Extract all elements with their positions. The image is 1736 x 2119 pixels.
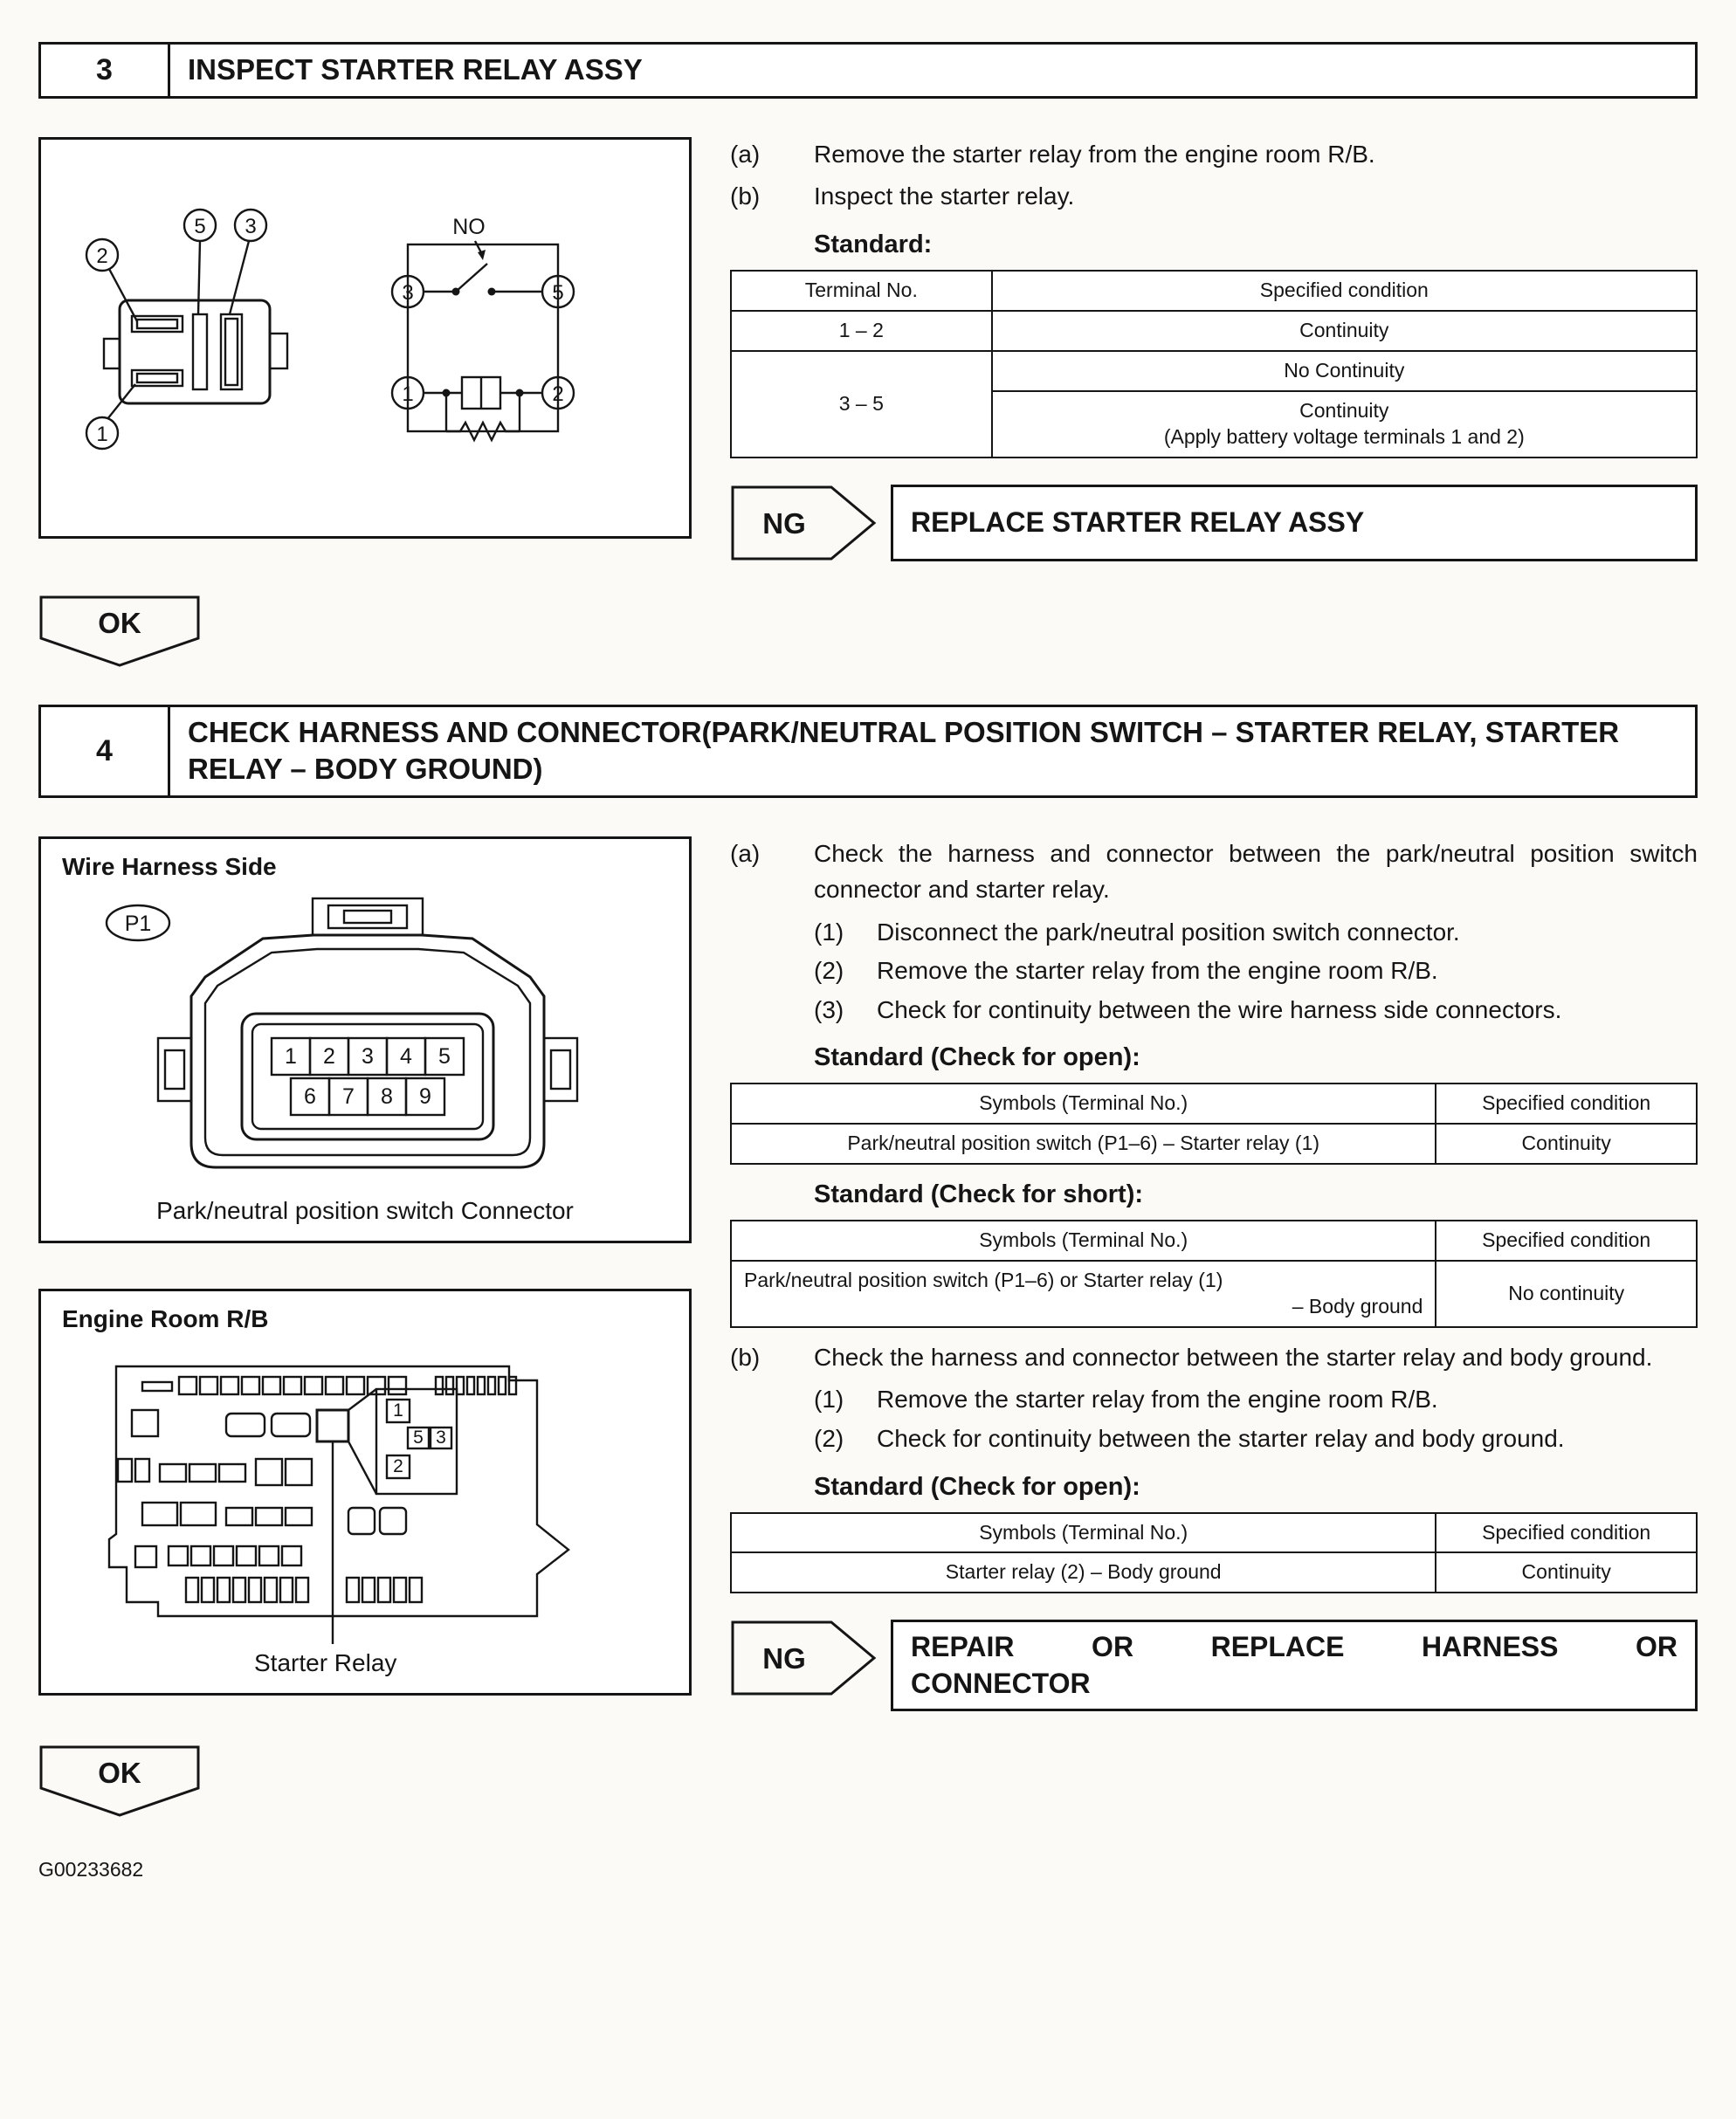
- starter-relay-diagram: [38, 137, 692, 539]
- step4-ok-marker: [38, 1744, 201, 1818]
- item-marker: (3): [814, 995, 844, 1023]
- pin-8: 8: [381, 1084, 393, 1110]
- pin-4: 4: [400, 1044, 412, 1070]
- condition-note: (Apply battery voltage terminals 1 and 2): [1163, 424, 1525, 448]
- condition-cell: No continuity: [1436, 1261, 1697, 1327]
- step3-ng-action: [891, 485, 1698, 561]
- figure-id: G00233682: [38, 1858, 144, 1882]
- relay-callout-3: 3: [245, 214, 257, 238]
- ng-flag: [730, 485, 878, 561]
- condition-cell: Continuity: [1436, 1124, 1697, 1164]
- ok-label: OK: [98, 1757, 141, 1790]
- inset-pin-3: 3: [436, 1428, 446, 1448]
- step4-item-a2: [814, 953, 1698, 989]
- item-text: Disconnect the park/neutral position switch connector.: [877, 918, 1460, 946]
- item-text: Remove the starter relay from the engine room R/B.: [814, 140, 1375, 168]
- condition-cell: Continuity: [992, 311, 1697, 351]
- wire-harness-title: Wire Harness Side: [62, 853, 277, 881]
- standard-short-heading: Standard (Check for short):: [814, 1180, 1144, 1209]
- item-marker: (a): [730, 140, 761, 168]
- check-open-table-a: [730, 1083, 1698, 1165]
- item-text: Remove the starter relay from the engine room R/B.: [877, 1386, 1438, 1414]
- step4-ng-action: [891, 1620, 1698, 1711]
- ng-action-text: REPLACE STARTER RELAY ASSY: [911, 506, 1365, 538]
- step4-body: [38, 836, 1698, 1711]
- table-row: [731, 1124, 1697, 1164]
- ok-flag: [38, 1744, 201, 1818]
- step4-header: [38, 705, 1698, 799]
- pin-7: 7: [342, 1084, 355, 1110]
- ng-flag: [730, 1620, 878, 1696]
- condition-line: Continuity: [1299, 398, 1389, 422]
- step3-number: 3: [41, 45, 170, 96]
- relay-box-drawing: [55, 1337, 675, 1648]
- step4-ng-row: [730, 1620, 1698, 1711]
- pin-9: 9: [419, 1084, 431, 1110]
- pin-5: 5: [438, 1044, 451, 1070]
- item-marker: (b): [730, 1343, 761, 1371]
- pin-1: 1: [285, 1044, 297, 1070]
- step3-item-b: [730, 179, 1698, 215]
- inset-pin-2: 2: [393, 1456, 403, 1477]
- symbols-line-1: Park/neutral position switch (P1–6) or Starter relay (1): [744, 1268, 1223, 1291]
- symbols-cell: Park/neutral position switch (P1–6) – Starter relay (1): [731, 1124, 1436, 1164]
- standard-open-a-heading: Standard (Check for open):: [814, 1043, 1140, 1072]
- step3-header: [38, 42, 1698, 99]
- step3-standard-table: [730, 270, 1698, 458]
- relay-callout-1: 1: [96, 422, 108, 446]
- col-header-condition: Specified condition: [1436, 1221, 1697, 1261]
- item-marker: (2): [814, 1424, 844, 1452]
- item-text: Inspect the starter relay.: [814, 182, 1075, 210]
- condition-cell: [992, 391, 1697, 458]
- symbols-cell: [731, 1261, 1436, 1327]
- pin-3: 3: [362, 1044, 374, 1070]
- item-text: Remove the starter relay from the engine room R/B.: [877, 957, 1438, 985]
- table-row: [731, 1552, 1697, 1593]
- step4-item-a3: [814, 993, 1698, 1029]
- circuit-terminal-2: 2: [552, 382, 564, 406]
- ng-action-line-2: CONNECTOR: [911, 1667, 1091, 1699]
- pin-6: 6: [304, 1084, 316, 1110]
- table-row: [731, 311, 1697, 351]
- condition-cell: Continuity: [1436, 1552, 1697, 1593]
- inset-pin-1: 1: [393, 1400, 403, 1421]
- ng-label: NG: [762, 506, 806, 540]
- relay-callout-2: 2: [96, 244, 108, 268]
- item-marker: (1): [814, 1386, 844, 1414]
- step3-body: [38, 137, 1698, 561]
- ng-action-line-1: REPAIR OR REPLACE HARNESS OR: [911, 1631, 1677, 1663]
- ok-label: OK: [98, 606, 141, 639]
- wire-harness-caption: Park/neutral position switch Connector: [156, 1197, 574, 1225]
- wire-harness-diagram: [38, 836, 692, 1243]
- step4-number: 4: [41, 707, 170, 796]
- step3-title: INSPECT STARTER RELAY ASSY: [188, 53, 643, 86]
- step4-item-a: [730, 836, 1698, 907]
- col-header-condition: Specified condition: [1436, 1513, 1697, 1553]
- terminal-cell: 1 – 2: [731, 311, 992, 351]
- engine-room-title: Engine Room R/B: [62, 1305, 269, 1333]
- check-short-table: [730, 1220, 1698, 1328]
- step4-item-b: [730, 1340, 1698, 1376]
- condition-cell: No Continuity: [992, 351, 1697, 391]
- col-header-terminal: Terminal No.: [731, 271, 992, 311]
- ng-label: NG: [762, 1642, 806, 1675]
- table-row: [731, 1261, 1697, 1327]
- check-open-table-b: [730, 1512, 1698, 1594]
- col-header-condition: Specified condition: [1436, 1084, 1697, 1124]
- connector-label: P1: [124, 912, 152, 937]
- col-header-symbols: Symbols (Terminal No.): [731, 1513, 1436, 1553]
- step4-item-a1: [814, 915, 1698, 951]
- col-header-symbols: Symbols (Terminal No.): [731, 1221, 1436, 1261]
- step3-ng-row: [730, 485, 1698, 561]
- inset-pin-5: 5: [413, 1428, 424, 1448]
- step4-title: CHECK HARNESS AND CONNECTOR(PARK/NEUTRAL POSITION SWITCH – STARTER RELAY, STARTER RELAY – BODY GROUND): [188, 715, 1620, 786]
- step4-item-b1: [814, 1382, 1698, 1418]
- starter-relay-caption: Starter Relay: [254, 1649, 397, 1677]
- step3-item-a: [730, 137, 1698, 173]
- relay-and-circuit-drawing: [41, 140, 689, 536]
- standard-open-b-heading: Standard (Check for open):: [814, 1472, 1140, 1501]
- item-text: Check for continuity between the wire harness side connectors.: [877, 995, 1562, 1023]
- relay-callout-5: 5: [194, 214, 206, 238]
- col-header-symbols: Symbols (Terminal No.): [731, 1084, 1436, 1124]
- item-text: Check for continuity between the starter relay and body ground.: [877, 1424, 1565, 1452]
- table-row: [731, 351, 1697, 391]
- step3-standard-heading: Standard:: [814, 230, 933, 259]
- item-marker: (a): [730, 840, 761, 868]
- step3-ok-marker: [38, 595, 201, 668]
- symbols-cell: Starter relay (2) – Body ground: [731, 1552, 1436, 1593]
- symbols-line-2: – Body ground: [1292, 1294, 1423, 1317]
- col-header-condition: Specified condition: [992, 271, 1697, 311]
- terminal-cell: 3 – 5: [731, 351, 992, 458]
- item-marker: (1): [814, 918, 844, 946]
- connector-drawing: [55, 884, 675, 1195]
- item-text: Check the harness and connector between the starter relay and body ground.: [814, 1343, 1653, 1371]
- engine-room-diagram: [38, 1289, 692, 1696]
- ok-flag: [38, 595, 201, 668]
- normally-open-label: NO: [452, 214, 486, 239]
- item-marker: (2): [814, 957, 844, 985]
- item-marker: (b): [730, 182, 761, 210]
- pin-2: 2: [323, 1044, 335, 1070]
- circuit-terminal-3: 3: [402, 280, 414, 305]
- item-text: Check the harness and connector between the park/neutral position switch connector and starter relay.: [814, 840, 1698, 903]
- circuit-terminal-5: 5: [552, 280, 564, 305]
- circuit-terminal-1: 1: [402, 382, 414, 406]
- step4-item-b2: [814, 1421, 1698, 1457]
